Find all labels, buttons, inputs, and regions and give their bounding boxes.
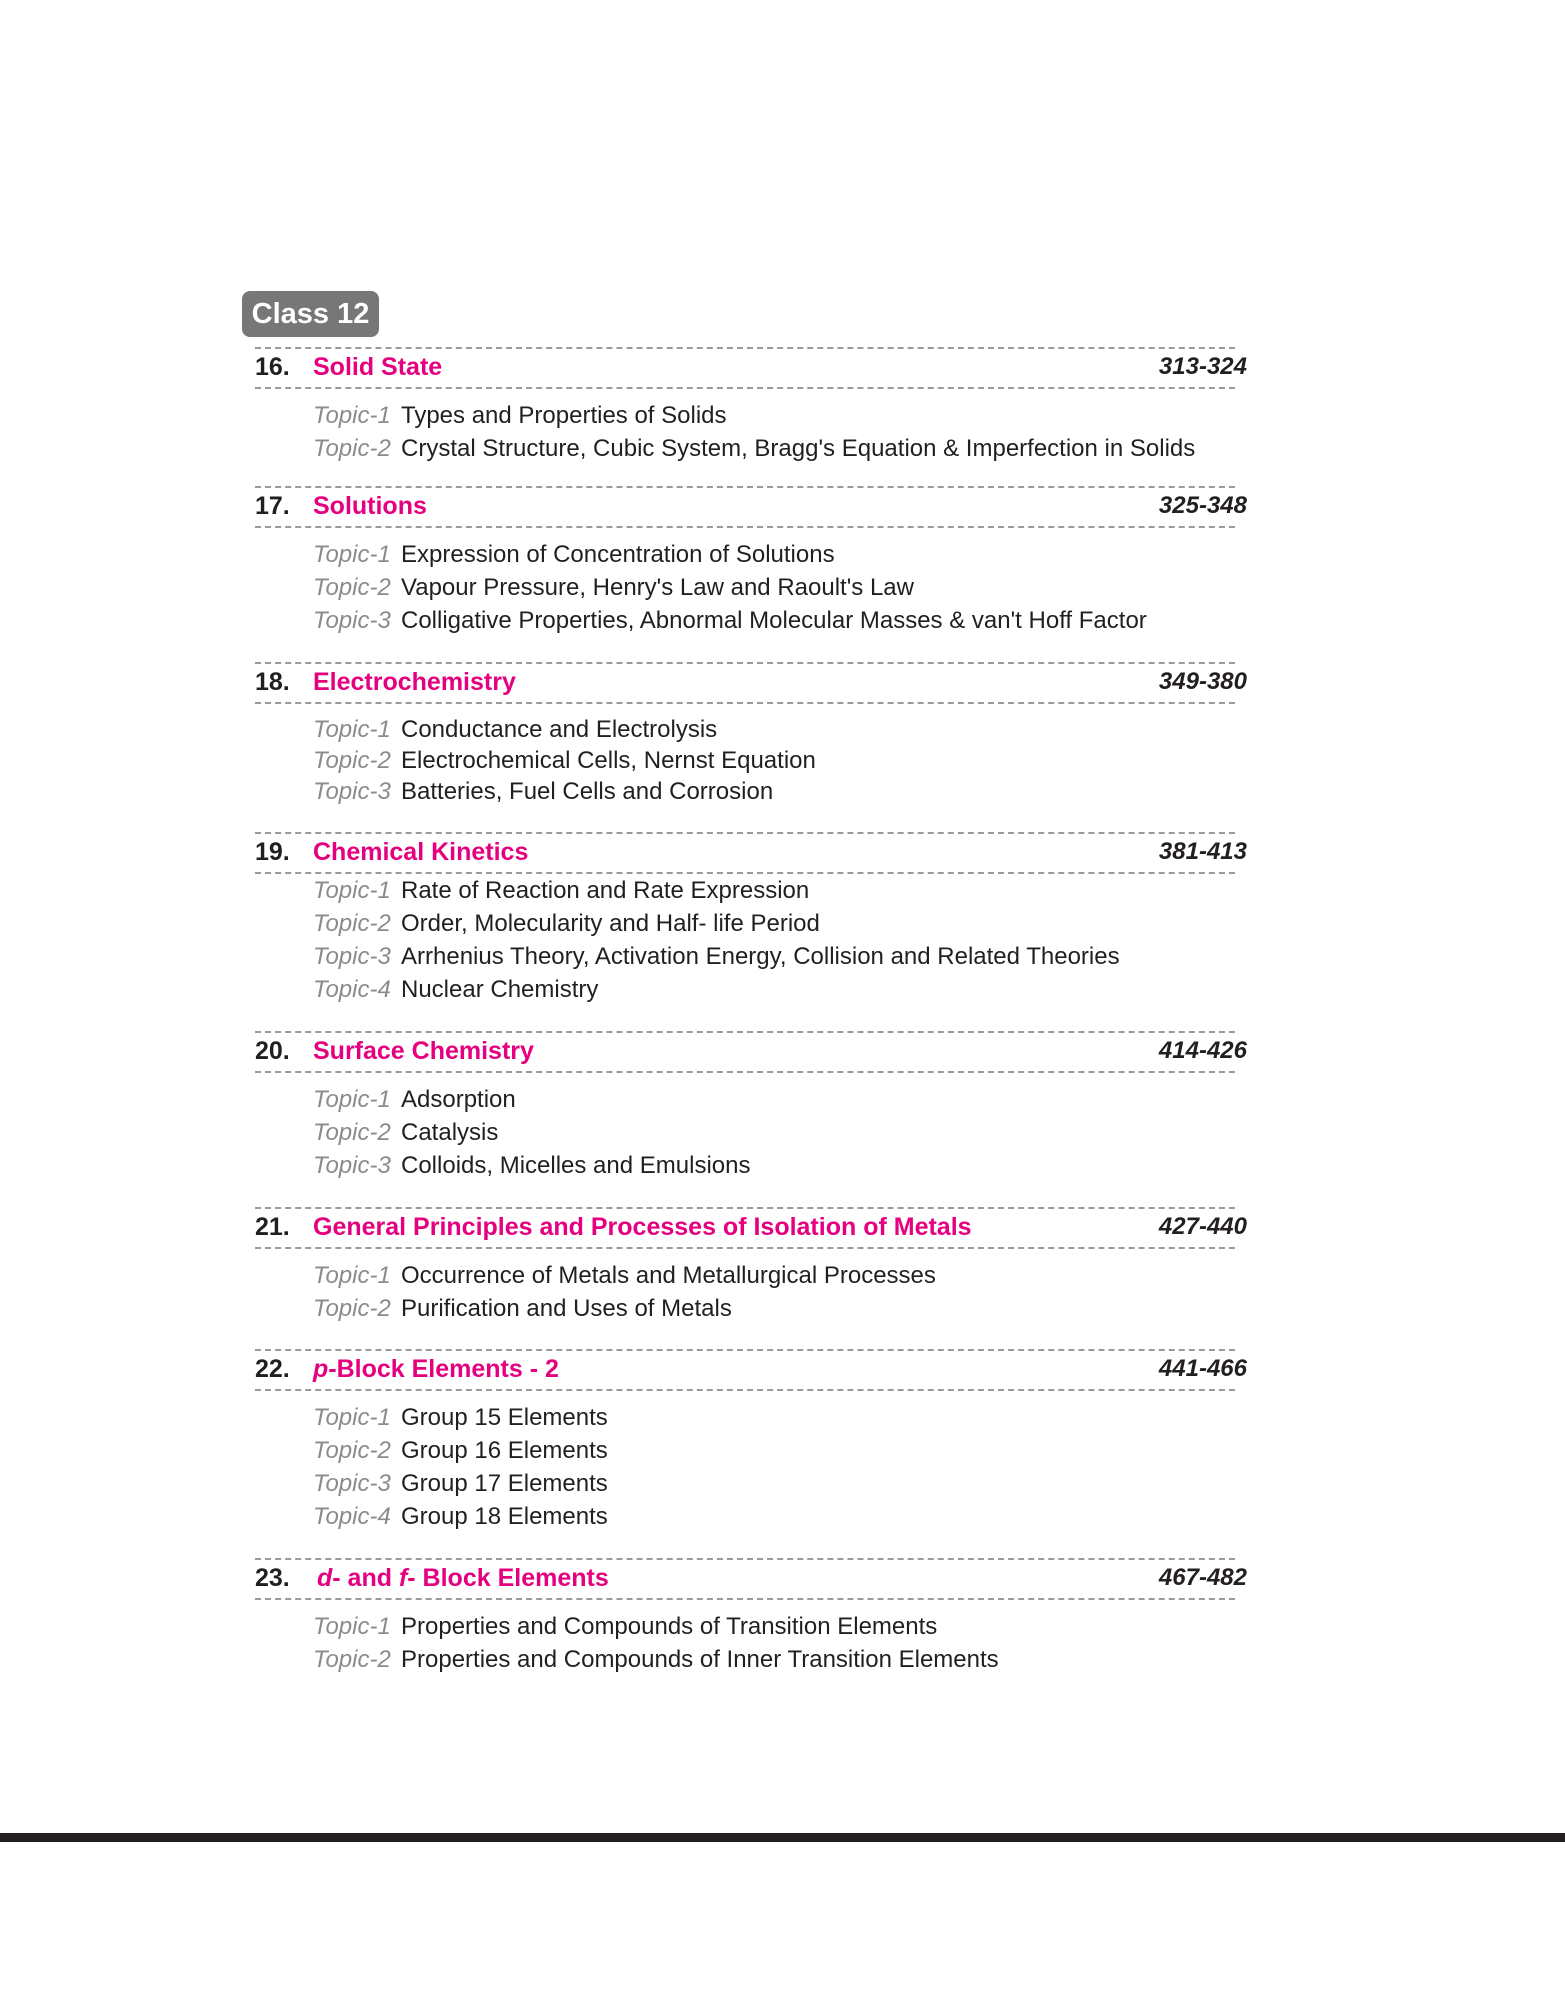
topic-text: Properties and Compounds of Inner Transition Elements	[401, 1646, 999, 1673]
topic-list	[313, 1610, 1255, 1676]
chapter-21	[255, 1207, 1255, 1325]
chapter-title	[313, 1355, 559, 1384]
topic-list	[313, 1083, 1255, 1182]
topic-item	[313, 776, 1255, 807]
topic-text: Arrhenius Theory, Activation Energy, Collision and Related Theories	[401, 943, 1120, 970]
topic-item	[313, 1643, 1255, 1676]
topic-text: Rate of Reaction and Rate Expression	[401, 877, 810, 904]
topic-label: Topic-2	[313, 747, 391, 774]
chapter-title: General Principles and Processes of Isolation of Metals	[313, 1213, 972, 1241]
topic-item	[313, 1259, 1255, 1292]
chapter-title: Solid State	[313, 353, 443, 381]
chapter-header	[255, 1031, 1247, 1073]
topic-text: Group 17 Elements	[401, 1470, 608, 1497]
chapter-number: 20.	[255, 1037, 290, 1065]
chapter-header	[255, 832, 1247, 874]
topic-text: Expression of Concentration of Solutions	[401, 541, 835, 568]
class-badge: Class 12	[242, 291, 379, 337]
chapter-header	[255, 486, 1247, 528]
topic-text: Group 15 Elements	[401, 1404, 608, 1431]
topic-label: Topic-1	[313, 1086, 391, 1113]
topic-text: Vapour Pressure, Henry's Law and Raoult's Law	[401, 574, 914, 601]
topic-text: Nuclear Chemistry	[401, 976, 599, 1003]
topic-list	[313, 1259, 1255, 1325]
topic-item	[313, 1292, 1255, 1325]
topic-item	[313, 1116, 1255, 1149]
topic-list	[313, 538, 1255, 637]
topic-item	[313, 1401, 1255, 1434]
topic-list	[313, 399, 1255, 465]
topic-label: Topic-2	[313, 1295, 391, 1322]
topic-label: Topic-3	[313, 778, 391, 805]
topic-label: Topic-1	[313, 1404, 391, 1431]
chapter-header	[255, 1558, 1247, 1600]
footer-rule	[0, 1833, 1565, 1842]
topic-text: Occurrence of Metals and Metallurgical Processes	[401, 1262, 936, 1289]
topic-label: Topic-1	[313, 716, 391, 743]
chapter-19	[255, 832, 1255, 1006]
topic-text: Group 16 Elements	[401, 1437, 608, 1464]
topic-item	[313, 1083, 1255, 1116]
topic-text: Purification and Uses of Metals	[401, 1295, 732, 1322]
chapter-title: Solutions	[313, 492, 427, 520]
topic-item	[313, 571, 1255, 604]
topic-label: Topic-2	[313, 574, 391, 601]
topic-label: Topic-3	[313, 607, 391, 634]
chapter-pages: 427-440	[1158, 1213, 1247, 1240]
chapter-18	[255, 662, 1255, 807]
chapter-16	[255, 347, 1255, 465]
chapter-pages: 467-482	[1158, 1564, 1247, 1591]
topic-label: Topic-3	[313, 943, 391, 970]
topic-label: Topic-1	[313, 541, 391, 568]
topic-label: Topic-2	[313, 435, 391, 462]
topic-text: Properties and Compounds of Transition Elements	[401, 1613, 938, 1640]
topic-item	[313, 1149, 1255, 1182]
topic-label: Topic-2	[313, 910, 391, 937]
chapter-title-italic-p: p	[313, 1355, 329, 1383]
topic-item	[313, 745, 1255, 776]
topic-list	[313, 1401, 1255, 1533]
chapter-number: 16.	[255, 353, 290, 381]
topic-label: Topic-1	[313, 402, 391, 429]
chapter-22	[255, 1349, 1255, 1533]
chapter-title: Electrochemistry	[313, 668, 516, 696]
chapter-title: Surface Chemistry	[313, 1037, 534, 1065]
chapter-number: 22.	[255, 1355, 290, 1383]
chapter-title-mid: - and	[332, 1564, 399, 1592]
topic-item	[313, 604, 1255, 637]
chapter-number: 19.	[255, 838, 290, 866]
topic-item	[313, 1500, 1255, 1533]
chapter-pages: 325-348	[1158, 492, 1247, 519]
topic-text: Types and Properties of Solids	[401, 402, 727, 429]
topic-text: Crystal Structure, Cubic System, Bragg's Equation & Imperfection in Solids	[401, 435, 1196, 462]
chapter-pages: 349-380	[1158, 668, 1247, 695]
topic-list	[313, 874, 1255, 1006]
topic-item	[313, 1434, 1255, 1467]
topic-label: Topic-2	[313, 1437, 391, 1464]
chapter-number: 18.	[255, 668, 290, 696]
chapter-number: 17.	[255, 492, 290, 520]
topic-list	[313, 714, 1255, 807]
topic-text: Colligative Properties, Abnormal Molecular Masses & van't Hoff Factor	[401, 607, 1147, 634]
chapter-pages: 313-324	[1158, 353, 1247, 380]
topic-item	[313, 940, 1255, 973]
chapter-17	[255, 486, 1255, 637]
topic-label: Topic-2	[313, 1646, 391, 1673]
chapter-23	[255, 1558, 1255, 1676]
chapter-title-italic-f: f	[398, 1564, 408, 1592]
topic-item	[313, 874, 1255, 907]
topic-item	[313, 714, 1255, 745]
topic-text: Batteries, Fuel Cells and Corrosion	[401, 778, 774, 805]
chapter-header	[255, 662, 1247, 704]
topic-label: Topic-1	[313, 877, 391, 904]
topic-text: Electrochemical Cells, Nernst Equation	[401, 747, 816, 774]
topic-label: Topic-2	[313, 1119, 391, 1146]
topic-item	[313, 1610, 1255, 1643]
topic-text: Group 18 Elements	[401, 1503, 608, 1530]
topic-text: Order, Molecularity and Half- life Period	[401, 910, 820, 937]
chapter-number: 23.	[255, 1564, 290, 1592]
topic-label: Topic-1	[313, 1262, 391, 1289]
chapter-title-end: - Block Elements	[407, 1564, 609, 1592]
topic-text: Colloids, Micelles and Emulsions	[401, 1152, 751, 1179]
topic-label: Topic-3	[313, 1152, 391, 1179]
chapter-title	[317, 1564, 609, 1593]
topic-item	[313, 538, 1255, 571]
topic-item	[313, 432, 1255, 465]
topic-label: Topic-4	[313, 1503, 391, 1530]
topic-item	[313, 1467, 1255, 1500]
chapter-title-italic-d: d	[317, 1564, 333, 1592]
chapter-header	[255, 347, 1247, 389]
topic-text: Adsorption	[401, 1086, 516, 1113]
topic-text: Conductance and Electrolysis	[401, 716, 718, 743]
chapter-header	[255, 1349, 1247, 1391]
topic-item	[313, 973, 1255, 1006]
chapter-pages: 414-426	[1158, 1037, 1247, 1064]
topic-label: Topic-1	[313, 1613, 391, 1640]
chapter-pages: 441-466	[1158, 1355, 1247, 1382]
topic-item	[313, 907, 1255, 940]
chapter-title: Chemical Kinetics	[313, 838, 529, 866]
topic-label: Topic-3	[313, 1470, 391, 1497]
topic-text: Catalysis	[401, 1119, 499, 1146]
chapter-pages: 381-413	[1158, 838, 1247, 865]
topic-item	[313, 399, 1255, 432]
topic-label: Topic-4	[313, 976, 391, 1003]
chapter-title-rest: -Block Elements - 2	[328, 1355, 559, 1383]
chapter-20	[255, 1031, 1255, 1182]
chapter-number: 21.	[255, 1213, 290, 1241]
chapter-header	[255, 1207, 1247, 1249]
